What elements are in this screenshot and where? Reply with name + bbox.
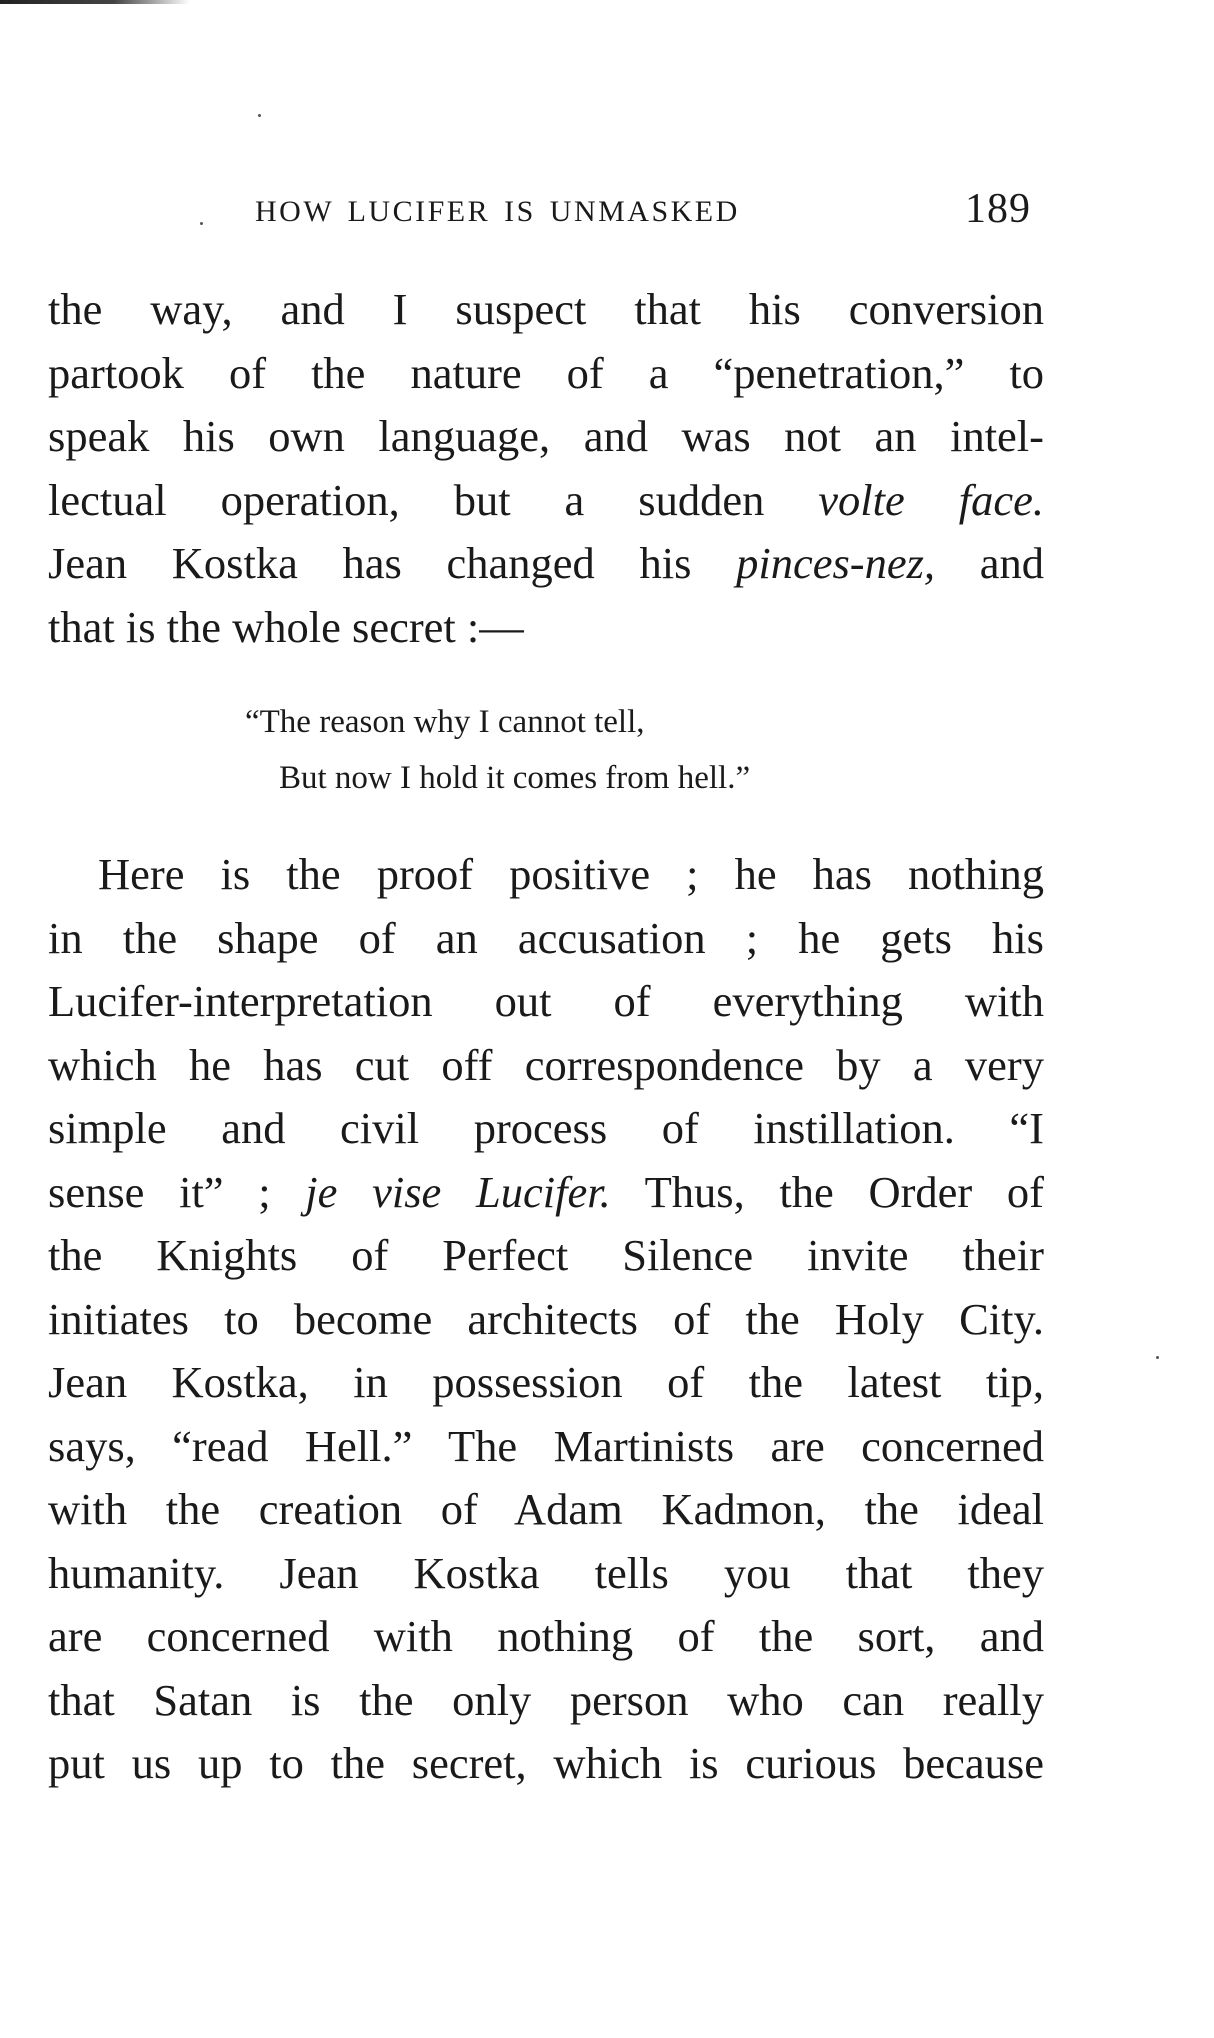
verse-quotation <box>245 694 750 806</box>
text-line: the way, and I suspect that his conversion <box>48 284 1044 334</box>
speck-margin <box>1156 1356 1159 1359</box>
italic-phrase: pinces-nez, <box>736 538 936 588</box>
text-line: simple and civil process of instillation. “I <box>48 1103 1044 1153</box>
page-number: 189 <box>965 186 1031 232</box>
text-line: that Satan is the only person who can really <box>48 1674 1044 1725</box>
text-line: sense it” ; je vise Lucifer. Thus, the Order of <box>48 1166 1044 1217</box>
text-line: Jean Kostka, in possession of the latest tip, <box>48 1357 1044 1407</box>
verse-line: But now I hold it comes from hell.” <box>279 760 751 796</box>
running-title: HOW LUCIFER IS UNMASKED <box>255 195 740 228</box>
text-line: are concerned with nothing of the sort, and <box>48 1611 1044 1661</box>
text-line: which he has cut off correspondence by a very <box>48 1039 1044 1090</box>
speck-top <box>258 114 261 117</box>
text-line: speak his own language, and was not an intel- <box>48 411 1044 461</box>
text-line: the Knights of Perfect Silence invite their <box>48 1230 1044 1280</box>
text-line: Jean Kostka has changed his pinces-nez, and <box>48 538 1044 588</box>
text-line: in the shape of an accusation ; he gets his <box>48 912 1044 963</box>
text-line: says, “read Hell.” The Martinists are concerned <box>48 1420 1044 1471</box>
italic-phrase: volte face. <box>818 474 1044 525</box>
running-head <box>0 185 1214 241</box>
text-line: put us up to the secret, which is curious because <box>48 1738 1044 1788</box>
text-line: humanity. Jean Kostka tells you that they <box>48 1547 1044 1598</box>
text-line: lectual operation, but a sudden volte face. <box>48 474 1044 525</box>
italic-phrase: je vise Lucifer. <box>305 1166 611 1217</box>
text-line: with the creation of Adam Kadmon, the ideal <box>48 1484 1044 1534</box>
paragraph-2 <box>48 843 1044 1796</box>
text-line: partook of the nature of a “penetration,” to <box>48 347 1044 398</box>
scan-edge-mark <box>0 0 190 4</box>
text-line: that is the whole secret :— <box>48 601 524 652</box>
text-line: Here is the proof positive ; he has nothing <box>98 849 1044 899</box>
text-line: initiates to become architects of the Holy City. <box>48 1293 1044 1344</box>
verse-line: “The reason why I cannot tell, <box>245 704 645 740</box>
text-line: Lucifer-interpretation out of everything with <box>48 976 1044 1026</box>
paragraph-1 <box>48 278 1044 659</box>
